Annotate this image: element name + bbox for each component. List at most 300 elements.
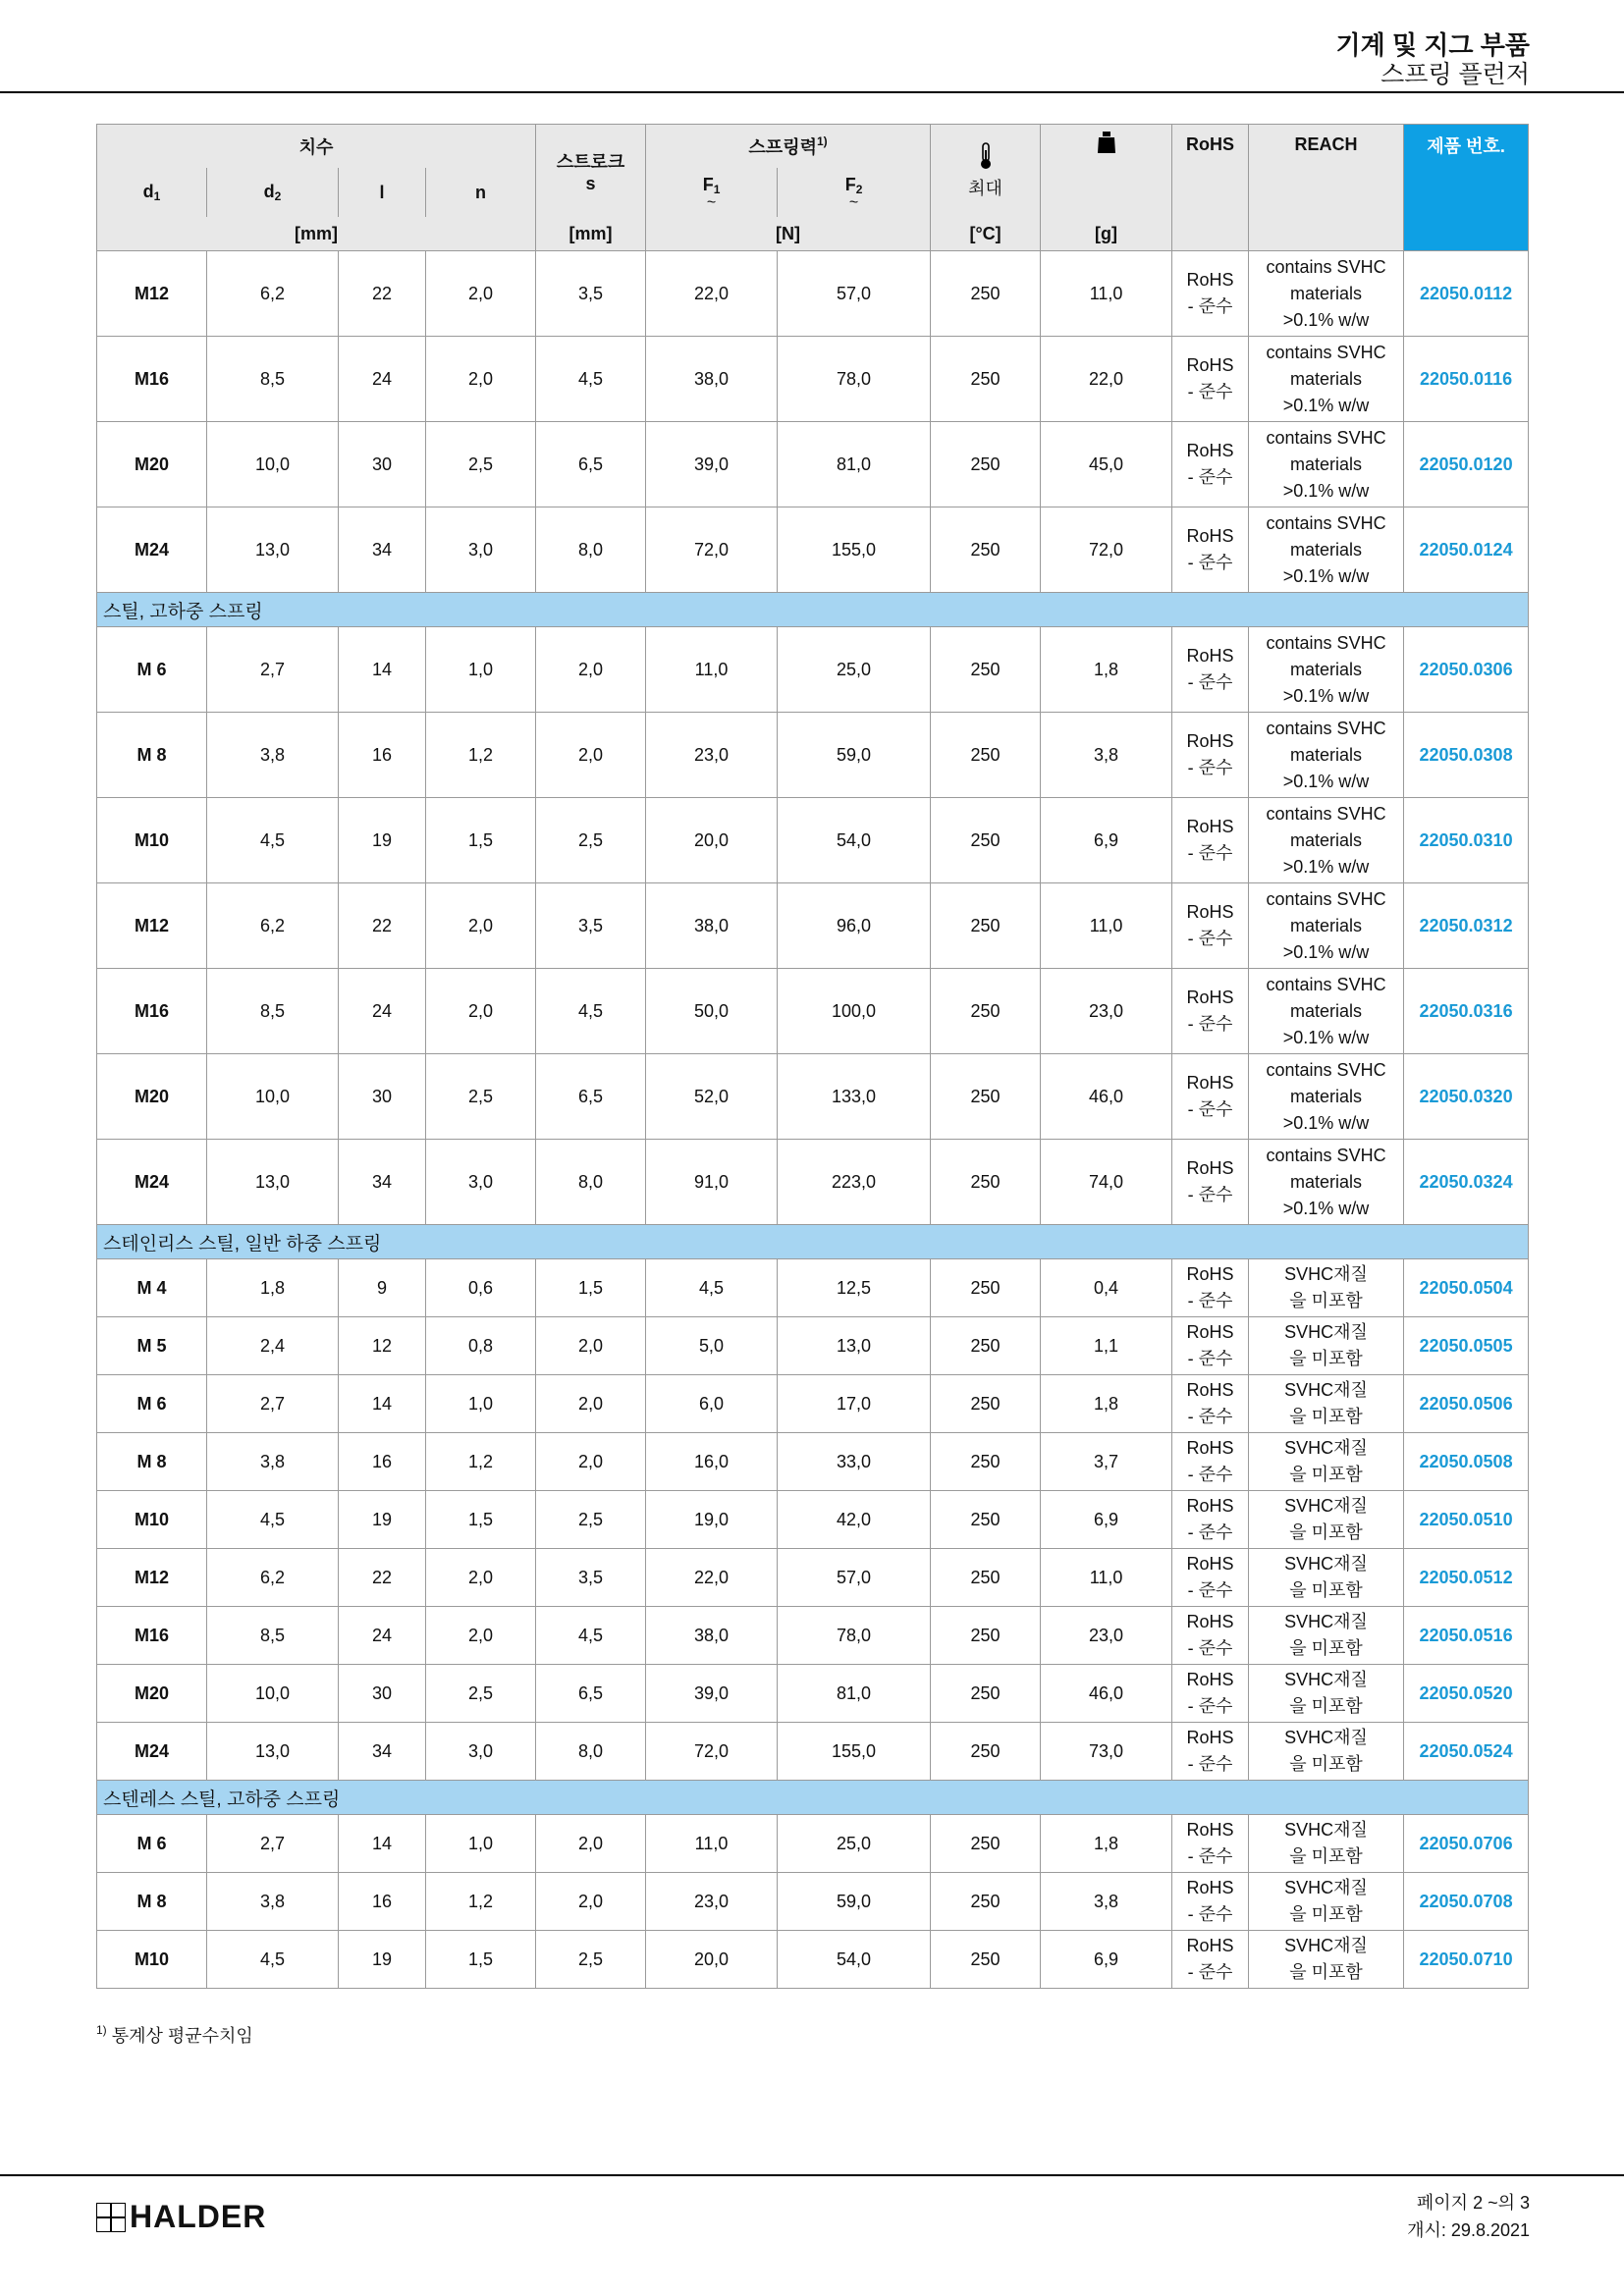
cell-reach: SVHC재질 을 미포함 [1249, 1873, 1404, 1931]
spec-table-body [97, 251, 1529, 1989]
cell-l: 16 [339, 1433, 426, 1491]
part-number-link[interactable]: 22050.0508 [1404, 1433, 1529, 1491]
header-d2: $d_2$ [207, 168, 339, 217]
header-spring-force: 스프링력$^{1)}$ [646, 125, 931, 169]
cell-stroke: 2,0 [536, 1433, 646, 1491]
cell-reach: contains SVHC materials >0.1% w/w [1249, 251, 1404, 337]
cell-rohs: RoHS - 준수 [1172, 627, 1249, 713]
cell-rohs: RoHS - 준수 [1172, 422, 1249, 507]
cell-weight: 11,0 [1041, 1549, 1172, 1607]
table-row [97, 627, 1529, 713]
cell-reach: SVHC재질 을 미포함 [1249, 1549, 1404, 1607]
part-number-link[interactable]: 22050.0710 [1404, 1931, 1529, 1989]
cell-n: 3,0 [426, 1140, 536, 1225]
cell-weight: 73,0 [1041, 1723, 1172, 1781]
cell-f2: 42,0 [778, 1491, 931, 1549]
cell-d2: 10,0 [207, 1665, 339, 1723]
cell-l: 22 [339, 1549, 426, 1607]
header-f2: $F_2$ ~ [778, 168, 931, 217]
cell-temp: 250 [931, 1054, 1041, 1140]
cell-l: 34 [339, 1140, 426, 1225]
cell-d2: 1,8 [207, 1259, 339, 1317]
cell-f2: 59,0 [778, 713, 931, 798]
cell-n: 2,0 [426, 1549, 536, 1607]
cell-temp: 250 [931, 337, 1041, 422]
thermometer-icon [978, 142, 994, 170]
cell-f1: 22,0 [646, 1549, 778, 1607]
group-row-stainless-normal [97, 1225, 1529, 1259]
cell-rohs: RoHS - 준수 [1172, 1549, 1249, 1607]
cell-f2: 12,5 [778, 1259, 931, 1317]
cell-n: 1,2 [426, 1433, 536, 1491]
cell-reach: SVHC재질 을 미포함 [1249, 1931, 1404, 1989]
cell-f1: 4,5 [646, 1259, 778, 1317]
cell-d2: 3,8 [207, 1873, 339, 1931]
cell-d2: 2,4 [207, 1317, 339, 1375]
header-weight [1041, 125, 1172, 218]
cell-rohs: RoHS - 준수 [1172, 1317, 1249, 1375]
cell-temp: 250 [931, 883, 1041, 969]
cell-d2: 6,2 [207, 251, 339, 337]
cell-reach: SVHC재질 을 미포함 [1249, 1433, 1404, 1491]
part-number-link[interactable]: 22050.0320 [1404, 1054, 1529, 1140]
cell-d1: M 6 [97, 627, 207, 713]
part-number-link[interactable]: 22050.0116 [1404, 337, 1529, 422]
cell-n: 1,5 [426, 798, 536, 883]
part-number-link[interactable]: 22050.0124 [1404, 507, 1529, 593]
cell-reach: contains SVHC materials >0.1% w/w [1249, 627, 1404, 713]
weight-icon [1097, 131, 1116, 154]
cell-rohs: RoHS - 준수 [1172, 1873, 1249, 1931]
cell-rohs: RoHS - 준수 [1172, 1054, 1249, 1140]
part-number-link[interactable]: 22050.0312 [1404, 883, 1529, 969]
table-row [97, 1054, 1529, 1140]
table-row [97, 1375, 1529, 1433]
part-number-link[interactable]: 22050.0505 [1404, 1317, 1529, 1375]
table-row [97, 713, 1529, 798]
table-row [97, 1931, 1529, 1989]
header-f1: $F_1$ ~ [646, 168, 778, 217]
cell-d2: 13,0 [207, 1140, 339, 1225]
cell-weight: 23,0 [1041, 969, 1172, 1054]
cell-n: 2,5 [426, 1665, 536, 1723]
cell-d1: M 5 [97, 1317, 207, 1375]
cell-weight: 3,8 [1041, 713, 1172, 798]
cell-f2: 54,0 [778, 1931, 931, 1989]
cell-n: 3,0 [426, 507, 536, 593]
cell-f1: 19,0 [646, 1491, 778, 1549]
cell-reach: contains SVHC materials >0.1% w/w [1249, 337, 1404, 422]
cell-f2: 54,0 [778, 798, 931, 883]
page-number: 페이지 2 ~의 3 [1416, 2193, 1530, 2213]
cell-temp: 250 [931, 422, 1041, 507]
cell-rohs: RoHS - 준수 [1172, 1931, 1249, 1989]
footer-divider [0, 2174, 1624, 2176]
cell-d1: M24 [97, 1723, 207, 1781]
cell-d2: 6,2 [207, 883, 339, 969]
cell-l: 22 [339, 883, 426, 969]
cell-f1: 20,0 [646, 1931, 778, 1989]
cell-rohs: RoHS - 준수 [1172, 969, 1249, 1054]
cell-rohs: RoHS - 준수 [1172, 1491, 1249, 1549]
cell-d2: 10,0 [207, 1054, 339, 1140]
cell-n: 0,8 [426, 1317, 536, 1375]
cell-stroke: 8,0 [536, 1723, 646, 1781]
cell-f2: 57,0 [778, 1549, 931, 1607]
cell-f1: 11,0 [646, 627, 778, 713]
cell-l: 19 [339, 1491, 426, 1549]
cell-l: 30 [339, 1054, 426, 1140]
table-row [97, 1873, 1529, 1931]
cell-stroke: 4,5 [536, 969, 646, 1054]
cell-temp: 250 [931, 1607, 1041, 1665]
cell-d1: M16 [97, 969, 207, 1054]
cell-rohs: RoHS - 준수 [1172, 337, 1249, 422]
part-number-link[interactable]: 22050.0316 [1404, 969, 1529, 1054]
cell-weight: 23,0 [1041, 1607, 1172, 1665]
cell-l: 19 [339, 798, 426, 883]
cell-stroke: 2,5 [536, 1491, 646, 1549]
header-rohs: RoHS [1172, 125, 1249, 218]
cell-f1: 6,0 [646, 1375, 778, 1433]
cell-f1: 91,0 [646, 1140, 778, 1225]
cell-rohs: RoHS - 준수 [1172, 1375, 1249, 1433]
group-row-stainless-heavy [97, 1781, 1529, 1815]
cell-d1: M10 [97, 1491, 207, 1549]
cell-d2: 2,7 [207, 1815, 339, 1873]
cell-f1: 20,0 [646, 798, 778, 883]
part-number-link[interactable]: 22050.0308 [1404, 713, 1529, 798]
cell-stroke: 2,0 [536, 713, 646, 798]
cell-weight: 22,0 [1041, 337, 1172, 422]
cell-f1: 52,0 [646, 1054, 778, 1140]
table-row [97, 1549, 1529, 1607]
unit-mm: [mm] [97, 217, 536, 251]
part-number-link[interactable]: 22050.0306 [1404, 627, 1529, 713]
table-row [97, 883, 1529, 969]
cell-temp: 250 [931, 1815, 1041, 1873]
cell-weight: 45,0 [1041, 422, 1172, 507]
part-number-link[interactable]: 22050.0516 [1404, 1607, 1529, 1665]
cell-d2: 6,2 [207, 1549, 339, 1607]
cell-reach: contains SVHC materials >0.1% w/w [1249, 713, 1404, 798]
header-divider [0, 91, 1624, 93]
cell-stroke: 2,0 [536, 1815, 646, 1873]
cell-temp: 250 [931, 713, 1041, 798]
cell-d1: M20 [97, 1054, 207, 1140]
cell-d1: M20 [97, 1665, 207, 1723]
table-row [97, 1665, 1529, 1723]
cell-reach: SVHC재질 을 미포함 [1249, 1815, 1404, 1873]
issue-date: 개시: 29.8.2021 [1407, 2220, 1530, 2240]
cell-rohs: RoHS - 준수 [1172, 1607, 1249, 1665]
table-row [97, 422, 1529, 507]
cell-stroke: 2,5 [536, 798, 646, 883]
cell-n: 1,2 [426, 713, 536, 798]
cell-rohs: RoHS - 준수 [1172, 1815, 1249, 1873]
cell-f1: 38,0 [646, 883, 778, 969]
cell-stroke: 2,0 [536, 627, 646, 713]
group-row-steel-heavy [97, 593, 1529, 627]
cell-l: 34 [339, 1723, 426, 1781]
part-number-link[interactable]: 22050.0512 [1404, 1549, 1529, 1607]
cell-weight: 74,0 [1041, 1140, 1172, 1225]
part-number-link[interactable]: 22050.0706 [1404, 1815, 1529, 1873]
cell-reach: contains SVHC materials >0.1% w/w [1249, 1054, 1404, 1140]
cell-d1: M 6 [97, 1375, 207, 1433]
cell-reach: contains SVHC materials >0.1% w/w [1249, 883, 1404, 969]
halder-logo-text: HALDER [130, 2199, 267, 2234]
cell-l: 34 [339, 507, 426, 593]
table-row [97, 1317, 1529, 1375]
cell-d1: M 8 [97, 1433, 207, 1491]
cell-weight: 46,0 [1041, 1665, 1172, 1723]
header-n: n [426, 168, 536, 217]
cell-rohs: RoHS - 준수 [1172, 1665, 1249, 1723]
cell-d2: 4,5 [207, 798, 339, 883]
cell-temp: 250 [931, 1549, 1041, 1607]
cell-f1: 38,0 [646, 1607, 778, 1665]
cell-d2: 13,0 [207, 1723, 339, 1781]
cell-l: 24 [339, 969, 426, 1054]
cell-f1: 5,0 [646, 1317, 778, 1375]
cell-rohs: RoHS - 준수 [1172, 1433, 1249, 1491]
cell-n: 1,2 [426, 1873, 536, 1931]
cell-weight: 1,1 [1041, 1317, 1172, 1375]
unit-gram: [g] [1041, 217, 1172, 251]
cell-f2: 223,0 [778, 1140, 931, 1225]
header-stroke: 스트로크 s [536, 125, 646, 218]
cell-f1: 72,0 [646, 507, 778, 593]
part-number-link[interactable]: 22050.0520 [1404, 1665, 1529, 1723]
cell-d2: 3,8 [207, 1433, 339, 1491]
table-row [97, 251, 1529, 337]
cell-weight: 6,9 [1041, 1491, 1172, 1549]
cell-n: 2,0 [426, 883, 536, 969]
halder-logo-icon [96, 2203, 126, 2232]
cell-f2: 33,0 [778, 1433, 931, 1491]
cell-l: 30 [339, 422, 426, 507]
cell-d2: 4,5 [207, 1931, 339, 1989]
spec-table [96, 124, 1529, 1989]
table-row [97, 507, 1529, 593]
cell-d1: M16 [97, 1607, 207, 1665]
cell-weight: 11,0 [1041, 251, 1172, 337]
cell-d1: M12 [97, 883, 207, 969]
cell-l: 12 [339, 1317, 426, 1375]
cell-reach: contains SVHC materials >0.1% w/w [1249, 422, 1404, 507]
cell-f1: 11,0 [646, 1815, 778, 1873]
cell-d2: 2,7 [207, 627, 339, 713]
cell-stroke: 4,5 [536, 337, 646, 422]
cell-weight: 6,9 [1041, 798, 1172, 883]
cell-weight: 1,8 [1041, 1815, 1172, 1873]
cell-temp: 250 [931, 1873, 1041, 1931]
cell-d1: M 8 [97, 1873, 207, 1931]
cell-f2: 78,0 [778, 1607, 931, 1665]
cell-f1: 39,0 [646, 422, 778, 507]
cell-temp: 250 [931, 1491, 1041, 1549]
table-row [97, 969, 1529, 1054]
cell-f1: 38,0 [646, 337, 778, 422]
cell-d1: M 6 [97, 1815, 207, 1873]
cell-f1: 23,0 [646, 1873, 778, 1931]
table-row [97, 1259, 1529, 1317]
cell-rohs: RoHS - 준수 [1172, 507, 1249, 593]
unit-stroke: [mm] [536, 217, 646, 251]
cell-stroke: 6,5 [536, 422, 646, 507]
cell-l: 14 [339, 1375, 426, 1433]
cell-f2: 78,0 [778, 337, 931, 422]
part-number-link[interactable]: 22050.0524 [1404, 1723, 1529, 1781]
document-title: 기계 및 지그 부품 [1335, 30, 1530, 60]
cell-reach: SVHC재질 을 미포함 [1249, 1317, 1404, 1375]
cell-n: 2,0 [426, 337, 536, 422]
cell-d2: 3,8 [207, 713, 339, 798]
cell-l: 14 [339, 627, 426, 713]
cell-d1: M12 [97, 1549, 207, 1607]
cell-d2: 8,5 [207, 1607, 339, 1665]
cell-temp: 250 [931, 1259, 1041, 1317]
cell-d2: 4,5 [207, 1491, 339, 1549]
header-d1: $d_1$ [97, 168, 207, 217]
cell-rohs: RoHS - 준수 [1172, 251, 1249, 337]
cell-l: 14 [339, 1815, 426, 1873]
cell-temp: 250 [931, 1317, 1041, 1375]
footnote: $^{1)}$ 통계상 평균수치임 [96, 2023, 253, 2046]
cell-rohs: RoHS - 준수 [1172, 713, 1249, 798]
cell-stroke: 3,5 [536, 1549, 646, 1607]
table-row [97, 1607, 1529, 1665]
group-label: 스틸, 고하중 스프링 [97, 593, 1529, 627]
part-number-link[interactable]: 22050.0504 [1404, 1259, 1529, 1317]
cell-n: 1,0 [426, 627, 536, 713]
cell-stroke: 3,5 [536, 251, 646, 337]
table-row [97, 1491, 1529, 1549]
cell-f2: 133,0 [778, 1054, 931, 1140]
cell-weight: 3,8 [1041, 1873, 1172, 1931]
cell-temp: 250 [931, 507, 1041, 593]
cell-reach: contains SVHC materials >0.1% w/w [1249, 969, 1404, 1054]
cell-f1: 50,0 [646, 969, 778, 1054]
cell-reach: contains SVHC materials >0.1% w/w [1249, 507, 1404, 593]
cell-stroke: 2,0 [536, 1317, 646, 1375]
cell-n: 2,0 [426, 969, 536, 1054]
cell-d1: M16 [97, 337, 207, 422]
cell-stroke: 3,5 [536, 883, 646, 969]
part-number-link[interactable]: 22050.0324 [1404, 1140, 1529, 1225]
cell-temp: 250 [931, 1723, 1041, 1781]
cell-n: 1,0 [426, 1375, 536, 1433]
cell-n: 2,0 [426, 251, 536, 337]
cell-d1: M10 [97, 1931, 207, 1989]
cell-weight: 3,7 [1041, 1433, 1172, 1491]
cell-d1: M 8 [97, 713, 207, 798]
cell-d1: M12 [97, 251, 207, 337]
cell-l: 24 [339, 1607, 426, 1665]
cell-d1: M20 [97, 422, 207, 507]
cell-d2: 8,5 [207, 337, 339, 422]
cell-weight: 11,0 [1041, 883, 1172, 969]
cell-l: 16 [339, 1873, 426, 1931]
cell-rohs: RoHS - 준수 [1172, 883, 1249, 969]
cell-weight: 6,9 [1041, 1931, 1172, 1989]
document-subtitle: 스프링 플런저 [1380, 61, 1530, 88]
cell-n: 1,5 [426, 1931, 536, 1989]
cell-n: 2,5 [426, 422, 536, 507]
cell-temp: 250 [931, 969, 1041, 1054]
cell-f1: 39,0 [646, 1665, 778, 1723]
part-number-link[interactable]: 22050.0506 [1404, 1375, 1529, 1433]
cell-reach: contains SVHC materials >0.1% w/w [1249, 1140, 1404, 1225]
unit-newton: [N] [646, 217, 931, 251]
cell-d2: 13,0 [207, 507, 339, 593]
cell-rohs: RoHS - 준수 [1172, 1723, 1249, 1781]
part-number-link[interactable]: 22050.0510 [1404, 1491, 1529, 1549]
cell-f1: 72,0 [646, 1723, 778, 1781]
cell-f2: 25,0 [778, 1815, 931, 1873]
halder-logo [96, 2199, 266, 2235]
part-number-link[interactable]: 22050.0310 [1404, 798, 1529, 883]
header-max: 최대 [968, 178, 1002, 198]
cell-stroke: 6,5 [536, 1054, 646, 1140]
cell-reach: SVHC재질 을 미포함 [1249, 1259, 1404, 1317]
group-label: 스테인리스 스틸, 일반 하중 스프링 [97, 1225, 1529, 1259]
cell-n: 1,5 [426, 1491, 536, 1549]
header-part-number: 제품 번호. [1404, 125, 1529, 251]
part-number-link[interactable]: 22050.0112 [1404, 251, 1529, 337]
cell-d2: 10,0 [207, 422, 339, 507]
cell-f2: 17,0 [778, 1375, 931, 1433]
cell-l: 24 [339, 337, 426, 422]
cell-reach: SVHC재질 을 미포함 [1249, 1665, 1404, 1723]
cell-l: 16 [339, 713, 426, 798]
cell-d1: M 4 [97, 1259, 207, 1317]
cell-stroke: 2,0 [536, 1873, 646, 1931]
part-number-link[interactable]: 22050.0708 [1404, 1873, 1529, 1931]
cell-n: 1,0 [426, 1815, 536, 1873]
cell-temp: 250 [931, 1375, 1041, 1433]
cell-temp: 250 [931, 627, 1041, 713]
cell-weight: 1,8 [1041, 1375, 1172, 1433]
cell-weight: 46,0 [1041, 1054, 1172, 1140]
cell-stroke: 8,0 [536, 1140, 646, 1225]
cell-rohs: RoHS - 준수 [1172, 1140, 1249, 1225]
cell-f2: 25,0 [778, 627, 931, 713]
table-row [97, 798, 1529, 883]
cell-rohs: RoHS - 준수 [1172, 798, 1249, 883]
cell-weight: 0,4 [1041, 1259, 1172, 1317]
cell-n: 0,6 [426, 1259, 536, 1317]
cell-temp: 250 [931, 251, 1041, 337]
cell-reach: SVHC재질 을 미포함 [1249, 1607, 1404, 1665]
cell-f2: 96,0 [778, 883, 931, 969]
cell-temp: 250 [931, 1665, 1041, 1723]
header-dimensions: 치수 [97, 125, 536, 169]
unit-celsius: [°C] [931, 217, 1041, 251]
table-row [97, 1815, 1529, 1873]
cell-temp: 250 [931, 798, 1041, 883]
cell-reach: contains SVHC materials >0.1% w/w [1249, 798, 1404, 883]
header-reach: REACH [1249, 125, 1404, 218]
cell-stroke: 6,5 [536, 1665, 646, 1723]
cell-stroke: 8,0 [536, 507, 646, 593]
cell-d2: 8,5 [207, 969, 339, 1054]
part-number-link[interactable]: 22050.0120 [1404, 422, 1529, 507]
cell-f2: 81,0 [778, 422, 931, 507]
group-label: 스텐레스 스틸, 고하중 스프링 [97, 1781, 1529, 1815]
cell-f1: 22,0 [646, 251, 778, 337]
